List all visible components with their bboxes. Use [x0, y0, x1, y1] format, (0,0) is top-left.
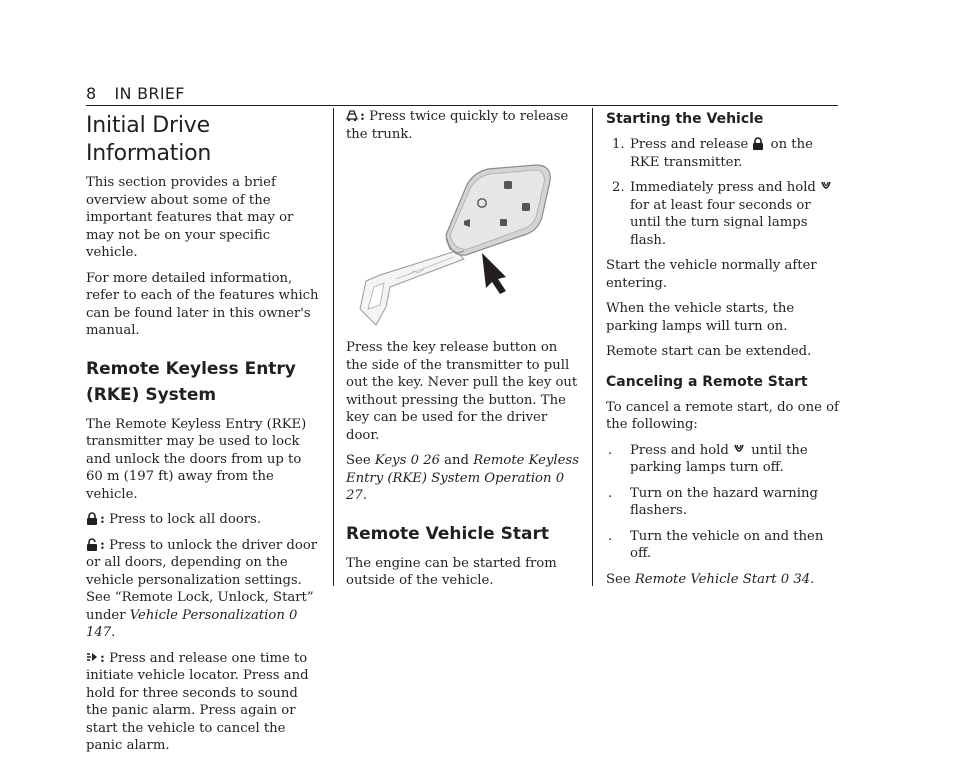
cancel-list	[606, 442, 842, 563]
see-word: See	[606, 571, 631, 587]
page-title: Initial Drive Information	[86, 113, 212, 166]
key-release-paragraph: Press the key release button on the side of the transmitter to pull out the key. Never pull the key out without pressing the button. The key can be used for the driver door.	[346, 340, 578, 443]
page-header	[86, 84, 185, 103]
colon: :	[100, 537, 105, 553]
trunk-icon	[346, 109, 358, 122]
unlock-description: : Press to unlock the driver door or all doors, depending on the vehicle personalization settings. See “Remote Lock, Unlock, Start” under Vehicle Personalization 0 147.	[86, 537, 318, 640]
vehicle-personalization-link[interactable]: Vehicle Personalization	[129, 607, 285, 623]
page-ref-arrow: 0	[555, 470, 565, 486]
see-reference: See Remote Vehicle Start 0 34.	[606, 571, 815, 587]
list-item	[606, 485, 842, 520]
page-ref-arrow: 0	[410, 453, 419, 468]
page-ref[interactable]: 27	[346, 488, 363, 503]
key-fob-illustration	[346, 157, 582, 327]
keys-link[interactable]: Keys	[374, 453, 407, 468]
locator-description	[86, 650, 322, 755]
header-rule	[86, 105, 838, 106]
locator-text: Press and release one time to initiate vehicle locator. Press and hold for three seconds to sound the panic alarm. Press again or start the vehicle to cancel the panic alarm.	[86, 650, 309, 753]
bullet-text: Turn on the hazard warning flashers.	[630, 485, 818, 518]
intro-paragraph: This section provides a brief overview about some of the important features that may or may not be on your specific vehicle.	[86, 175, 294, 260]
bullet: .	[608, 528, 613, 544]
intro-paragraph: For more detailed information, refer to each of the features which can be found later in this owner's manual.	[86, 270, 319, 338]
starting-heading: Starting the Vehicle	[606, 111, 764, 127]
column-1	[86, 108, 322, 763]
start-paragraph: When the vehicle starts, the parking lamps will turn on.	[606, 301, 795, 334]
bullet: .	[608, 442, 613, 458]
rke-paragraph: The Remote Keyless Entry (RKE) transmitter may be used to lock and unlock the doors from up to 60 m (197 ft) away from the vehicle.	[86, 416, 307, 502]
see-word: See	[346, 453, 371, 468]
remote-start-icon	[820, 180, 832, 193]
bullet: .	[608, 485, 613, 501]
lock-icon	[752, 137, 764, 150]
section-title: IN BRIEF	[114, 84, 185, 103]
column-3	[606, 108, 842, 596]
start-paragraph: Start the vehicle normally after entering.	[606, 258, 817, 291]
vehicle-locator-icon	[86, 651, 98, 664]
step-number: 2.	[612, 180, 625, 195]
step-text: Immediately press and hold	[630, 180, 816, 195]
start-paragraph: Remote start can be extended.	[606, 344, 812, 359]
remote-vehicle-start-link[interactable]: Remote Vehicle Start	[634, 571, 777, 587]
rke-operation-link[interactable]: Remote Keyless Entry (RKE) System Operation	[346, 453, 579, 486]
step-text: for at least four seconds or until the turn signal lamps flash.	[630, 197, 811, 248]
remote-start-icon	[733, 443, 745, 456]
see-references: See Keys 0 26 and Remote Keyless Entry (RKE) System Operation 0 27.	[346, 453, 579, 503]
list-item	[606, 442, 842, 477]
bullet-text: Press and hold	[630, 442, 729, 458]
lock-icon	[86, 512, 98, 525]
trunk-description	[346, 108, 582, 143]
trunk-text: Press twice quickly to release the trunk.	[346, 109, 569, 142]
remote-start-heading: Remote Vehicle Start	[346, 523, 549, 544]
step-number: 1.	[612, 137, 625, 152]
unlock-text: Press to unlock the driver door or all doors, depending on the vehicle personalization settings. See “Remote Lock, Unlock, Start” under	[86, 537, 318, 623]
column-divider	[333, 108, 334, 586]
list-item	[606, 528, 842, 563]
and-word: and	[444, 453, 469, 468]
page-ref-arrow: 0	[289, 607, 298, 623]
colon: :	[100, 512, 105, 527]
unlock-icon	[86, 538, 98, 551]
step-text: on the RKE transmitter.	[630, 137, 813, 170]
list-item	[606, 136, 842, 171]
canceling-heading: Canceling a Remote Start	[606, 373, 808, 390]
cancel-paragraph: To cancel a remote start, do one of the following:	[606, 399, 839, 432]
start-steps	[606, 136, 842, 249]
page-ref[interactable]: 26	[423, 453, 440, 468]
colon: :	[360, 109, 365, 124]
column-divider	[592, 108, 593, 586]
page-number: 8	[86, 84, 97, 103]
page-ref[interactable]: 147	[86, 625, 112, 640]
bullet-text: until the parking lamps turn off.	[630, 442, 808, 475]
column-2	[346, 108, 582, 598]
page-ref[interactable]: 34	[793, 571, 811, 587]
lock-description	[86, 511, 322, 529]
remote-start-paragraph: The engine can be started from outside of the vehicle.	[346, 555, 557, 588]
colon: :	[100, 650, 105, 666]
bullet-text: Turn the vehicle on and then off.	[630, 528, 824, 561]
lock-text: Press to lock all doors.	[109, 512, 262, 527]
step-text: Press and release	[630, 137, 749, 152]
page-ref-arrow: 0	[780, 571, 790, 587]
rke-heading: Remote Keyless Entry (RKE) System	[86, 358, 296, 405]
list-item	[606, 179, 842, 249]
